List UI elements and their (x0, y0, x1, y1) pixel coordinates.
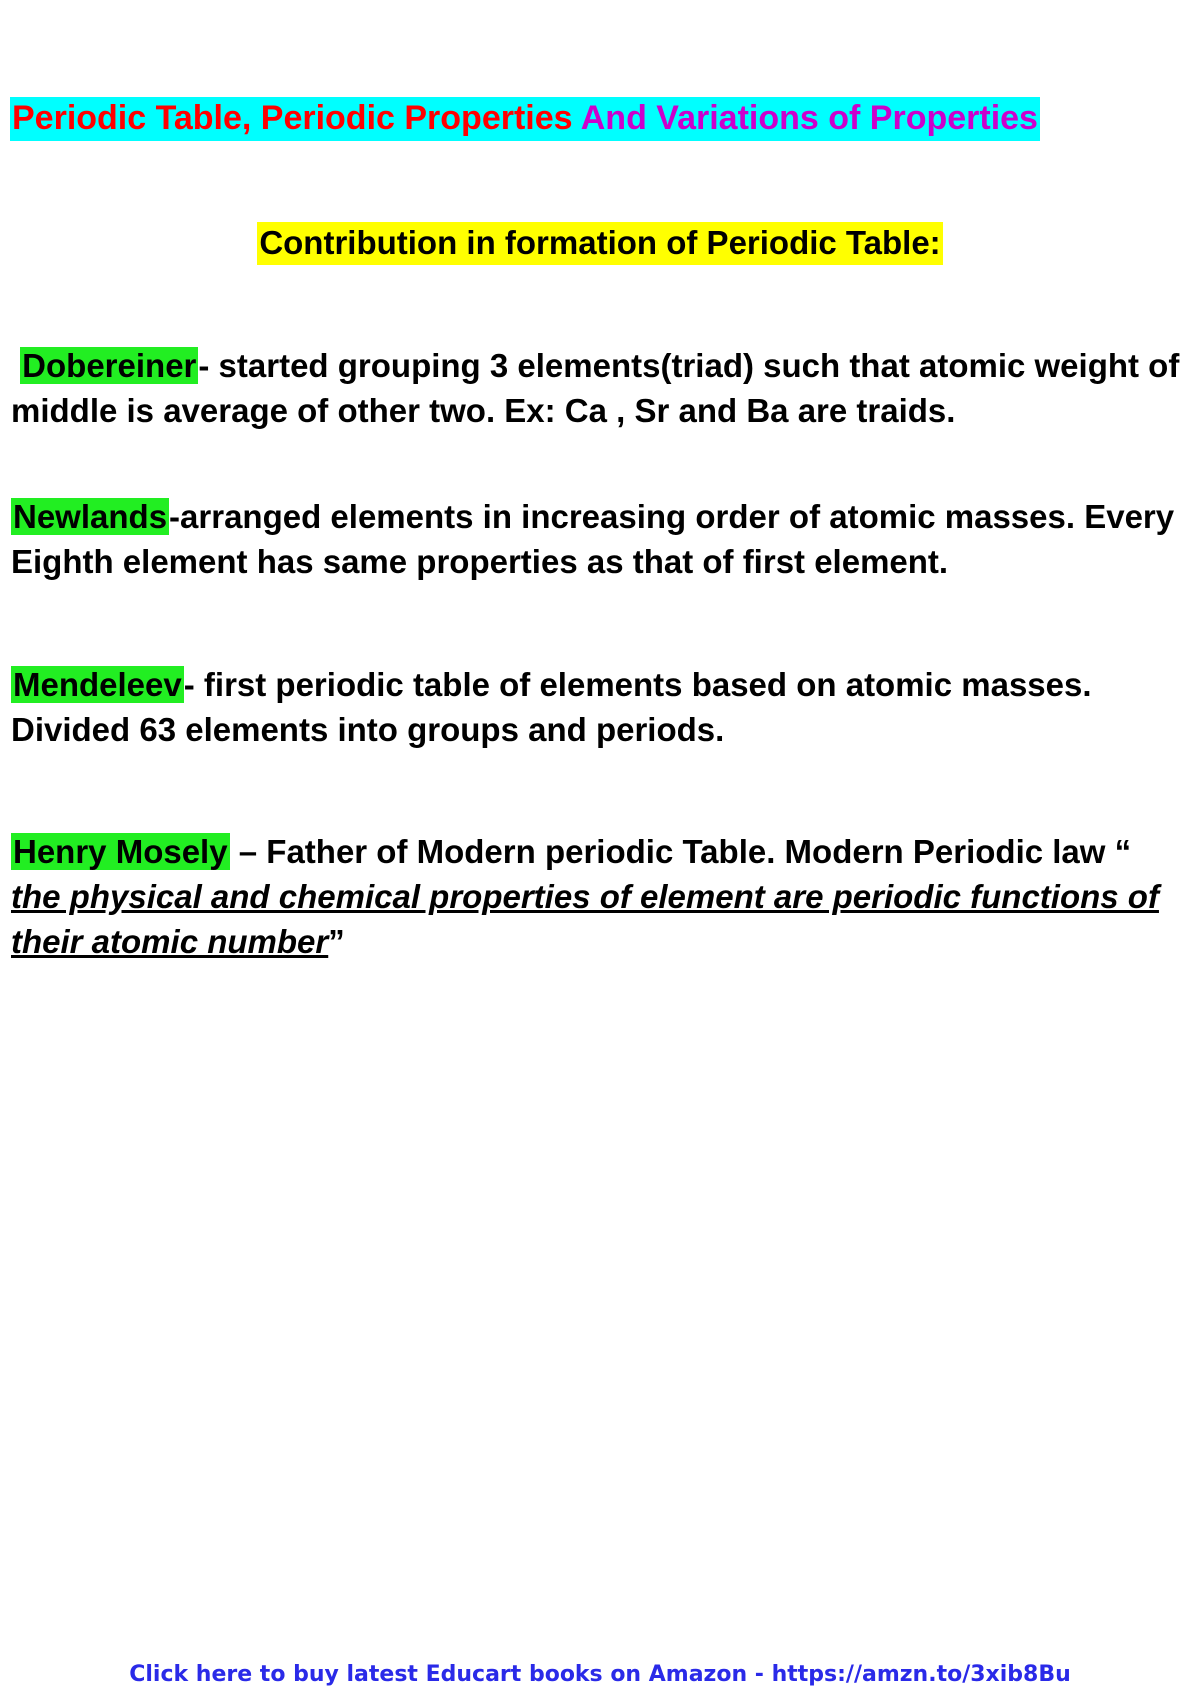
entry-name-dobereiner: Dobereiner (22, 347, 197, 384)
entry-mendeleev (11, 662, 1189, 752)
entry-mosely (11, 829, 1189, 964)
entry-text-newlands: -arranged elements in increasing order of atomic masses. Every Eighth element has same properties as that of first element. (11, 498, 1175, 580)
title-part-red: Periodic Table, Periodic Properties (12, 99, 573, 137)
entry-name-mendeleev: Mendeleev (13, 666, 182, 703)
entry-text-mendeleev: - first periodic table of elements based on atomic masses. Divided 63 elements into groups and periods. (11, 666, 1092, 748)
title-part-purple: And Variations of Properties (572, 99, 1038, 137)
entry-name-newlands: Newlands (13, 498, 168, 535)
section-heading-text: Contribution in formation of Periodic Table: (257, 222, 942, 265)
entry-newlands (11, 494, 1189, 584)
section-heading (0, 221, 1200, 265)
entry-dobereiner (11, 343, 1189, 433)
footer-link-text[interactable]: Click here to buy latest Educart books on Amazon - https://amzn.to/3xib8Bu (129, 1662, 1071, 1687)
page-title (10, 96, 1040, 140)
entry-text-mosely: – Father of Modern periodic Table. Modern Periodic law “ (229, 833, 1132, 870)
periodic-law-quote: the physical and chemical properties of element are periodic functions of their atomic number (11, 878, 1159, 960)
entry-name-mosely: Henry Mosely (13, 833, 228, 870)
entry-text-dobereiner: - started grouping 3 elements(triad) such that atomic weight of middle is average of other two. Ex: Ca , Sr and Ba are traids. (11, 347, 1180, 429)
quote-close: ” (328, 923, 345, 960)
footer-amazon-link[interactable] (0, 1661, 1200, 1689)
title-highlight (10, 97, 1040, 141)
